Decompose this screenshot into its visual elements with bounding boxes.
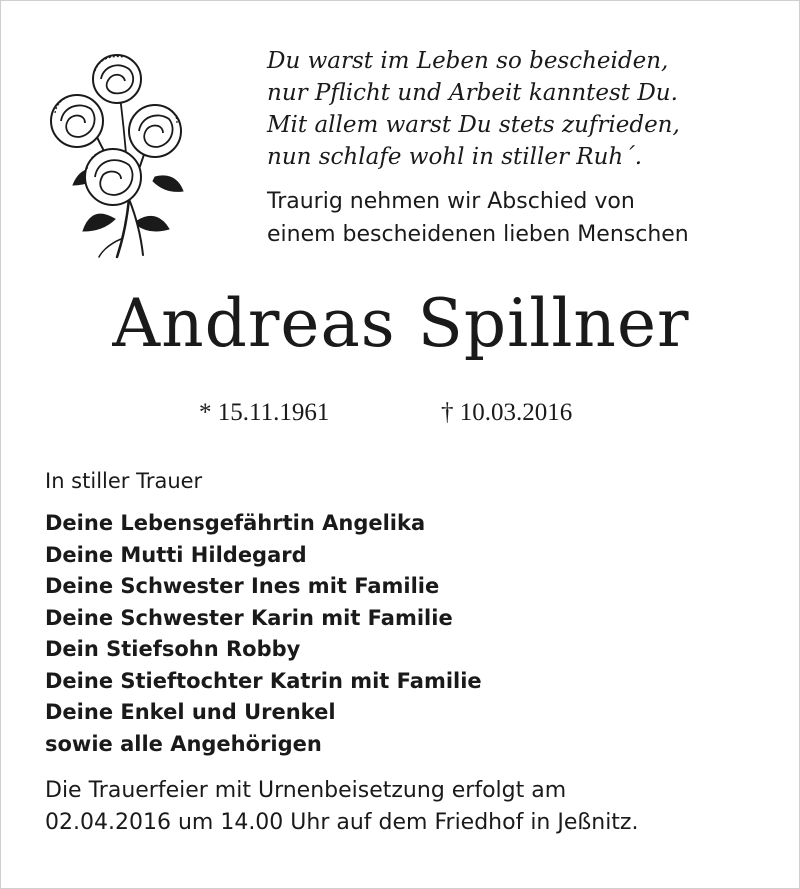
family-member: Deine Stieftochter Katrin mit Familie	[45, 668, 482, 693]
family-member: Deine Schwester Karin mit Familie	[45, 605, 453, 630]
poem-line: Du warst im Leben so bescheiden,	[267, 48, 669, 74]
roses-illustration-icon	[37, 49, 197, 259]
family-member: Dein Stiefsohn Robby	[45, 637, 301, 661]
death-date: † 10.03.2016	[441, 399, 573, 426]
family-member: sowie alle Angehörigen	[45, 731, 322, 756]
poem-line: Mit allem warst Du stets zufrieden,	[267, 112, 680, 138]
memorial-poem	[267, 45, 787, 173]
farewell-intro	[267, 185, 787, 251]
poem-line: nun schlafe wohl in stiller Ruh´.	[267, 144, 643, 170]
family-list	[45, 508, 482, 760]
intro-line: Traurig nehmen wir Abschied von	[267, 189, 635, 214]
family-member: Deine Lebensgefährtin Angelika	[45, 511, 426, 535]
poem-line: nur Pflicht und Arbeit kanntest Du.	[267, 80, 678, 106]
family-member: Deine Schwester Ines mit Familie	[45, 574, 440, 598]
family-member: Deine Mutti Hildegard	[45, 542, 307, 567]
deceased-name: Andreas Spillner	[112, 285, 690, 362]
family-member: Deine Enkel und Urenkel	[45, 700, 336, 724]
service-line: Die Trauerfeier mit Urnenbeisetzung erfolgt am	[45, 778, 567, 803]
life-dates	[1, 399, 800, 431]
mourning-label: In stiller Trauer	[45, 469, 203, 493]
birth-date: * 15.11.1961	[199, 399, 330, 426]
service-line: 02.04.2016 um 14.00 Uhr auf dem Friedhof in Jeßnitz.	[45, 810, 639, 835]
funeral-service-info	[45, 775, 638, 839]
intro-line: einem bescheidenen lieben Menschen	[267, 222, 689, 247]
